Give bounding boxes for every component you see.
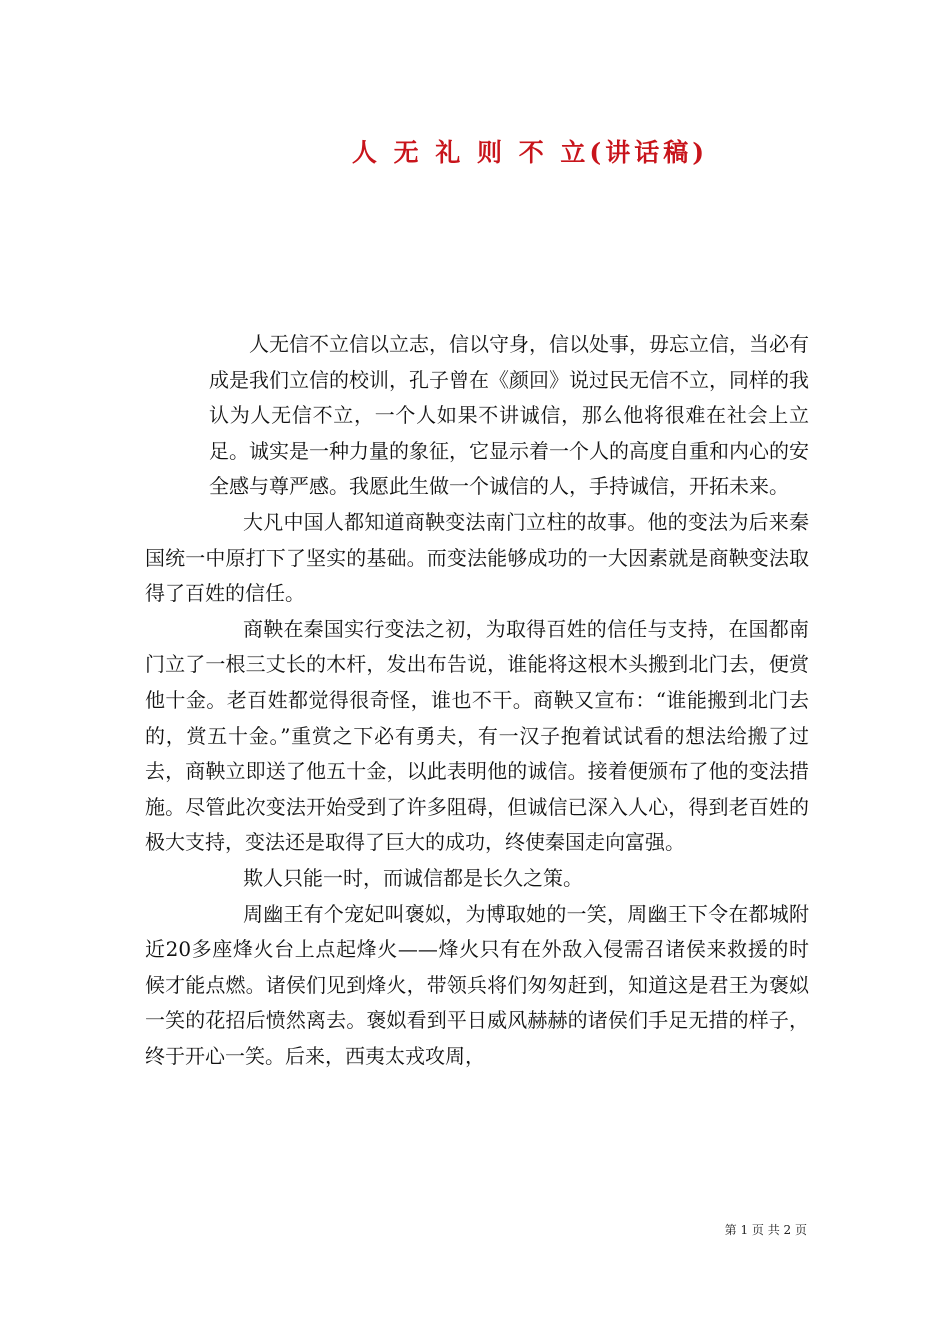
paragraph-1: 人无信不立信以立志，信以守身，信以处事，毋忘立信，当必有成是我们立信的校训，孔子曾在《颜回》说过民无信不立，同样的我认为人无信不立，一个人如果不讲诚信，那么他将很难在社会上立足。诚实是一种力量的象征，它显示着一个人的高度自重和内心的安全感与尊严感。我愿此生做一个诚信的人，手持诚信，开拓未来。 — [209, 332, 809, 499]
document-title: 人 无 礼 则 不 立(讲话稿) — [351, 138, 709, 167]
document-body — [145, 327, 809, 1074]
paragraph-4: 欺人只能一时，而诚信都是长久之策。 — [243, 865, 583, 890]
paragraph-2: 大凡中国人都知道商鞅变法南门立柱的故事。他的变法为后来秦国统一中原打下了坚实的基础。而变法能够成功的一大因素就是商鞅变法取得了百姓的信任。 — [145, 509, 809, 606]
paragraph-3: 商鞅在秦国实行变法之初，为取得百姓的信任与支持，在国都南门立了一根三丈长的木杆，发出布告说，谁能将这根木头搬到北门去，便赏他十金。老百姓都觉得很奇怪，谁也不干。商鞅又宣布：“谁能搬到北门去的，赏五十金。”重赏之下必有勇夫，有一汉子抱着试试看的想法给搬了过去，商鞅立即送了他五十金，以此表明他的诚信。接着便颁布了他的变法措施。尽管此次变法开始受到了许多阻碍，但诚信已深入人心，得到老百姓的极大支持，变法还是取得了巨大的成功，终使秦国走向富强。 — [145, 616, 809, 855]
page-footer: 第 1 页 共 2 页 — [724, 1223, 807, 1237]
paragraph-5: 周幽王有个宠妃叫褒姒，为博取她的一笑，周幽王下令在都城附近20多座烽火台上点起烽火——烽火只有在外敌入侵需召诸侯来救援的时候才能点燃。诸侯们见到烽火，带领兵将们匆匆赶到，知道这是君王为褒姒一笑的花招后愤然离去。褒姒看到平日威风赫赫的诸侯们手足无措的样子，终于开心一笑。后来，西夷太戎攻周， — [145, 901, 809, 1068]
